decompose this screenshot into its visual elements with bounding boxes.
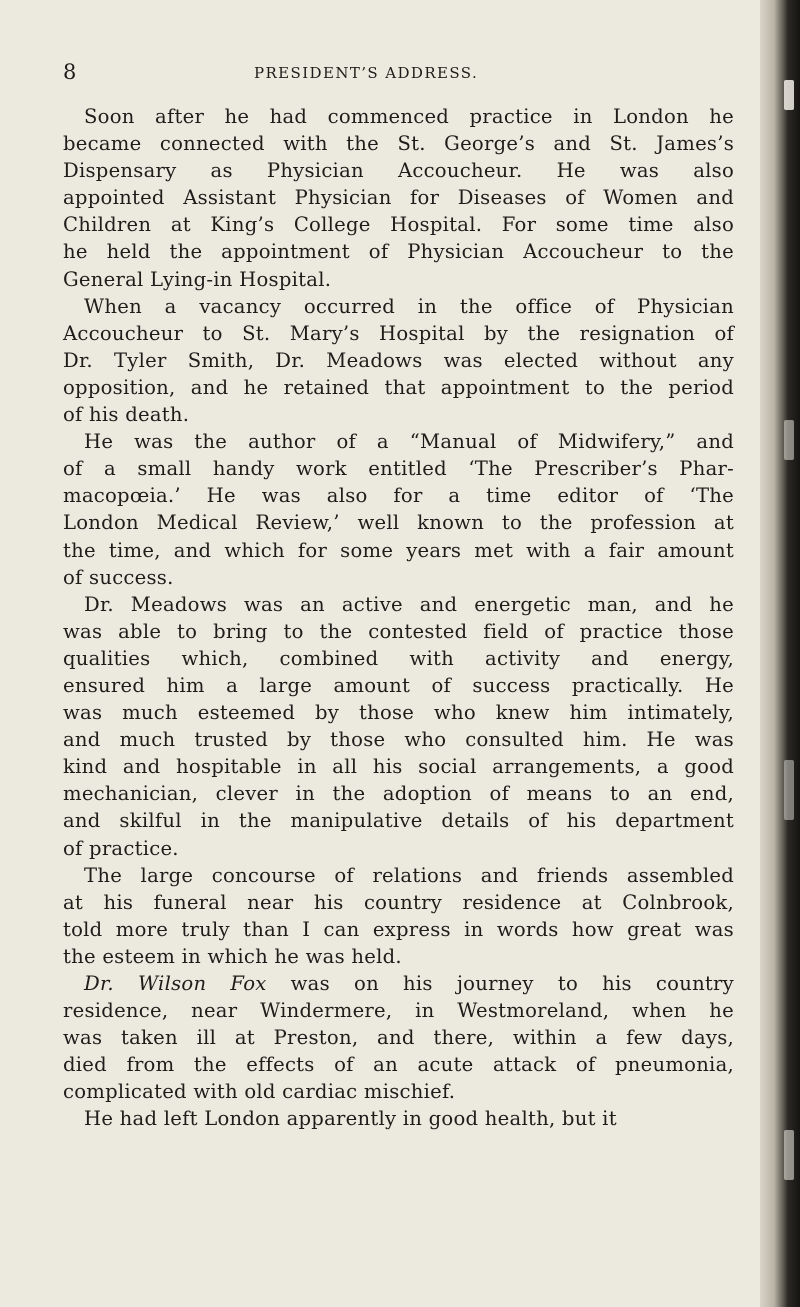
text-line: The large concourse of relations and friends assembled — [84, 863, 734, 887]
running-head: PRESIDENT’S ADDRESS. — [254, 64, 479, 82]
binding-highlight — [784, 80, 794, 110]
text-line: the time, and which for some years met with a fair amount — [63, 538, 734, 562]
text-line: was taken ill at Preston, and there, within a few days, — [63, 1026, 734, 1050]
page-number: 8 — [63, 60, 77, 84]
text-line: and skilful in the manipulative details of his department — [63, 809, 734, 833]
text-line: qualities which, combined with activity and energy, — [63, 646, 734, 670]
text-line: told more truly than I can express in words how great was — [63, 917, 734, 941]
text-line: Dr. Tyler Smith, Dr. Meadows was elected without any — [63, 348, 734, 372]
italic-person-name: Dr. Wilson Fox — [84, 972, 267, 995]
text-line: of his death. — [63, 403, 190, 427]
text-line: of a small handy work entitled ‘The Prescriber’s Phar- — [63, 457, 734, 481]
binding-highlight — [784, 1130, 794, 1180]
text-line: London Medical Review,’ well known to the profession at — [63, 511, 734, 535]
book-binding-edge — [760, 0, 800, 1307]
binding-highlight — [784, 760, 794, 820]
text-line: and much trusted by those who consulted him. He was — [63, 728, 734, 752]
text-line: General Lying-in Hospital. — [63, 267, 332, 291]
text-line: the esteem in which he was held. — [63, 944, 402, 968]
text-line: Accoucheur to St. Mary’s Hospital by the resignation of — [63, 321, 734, 345]
text-line: died from the effects of an acute attack of pneumonia, — [63, 1053, 734, 1077]
text-line: He had left London apparently in good health, but it — [84, 1107, 617, 1131]
text-line: He was the author of a “Manual of Midwifery,” and — [84, 430, 734, 454]
text-line: macopœia.’ He was also for a time editor of ‘The — [63, 484, 734, 508]
binding-highlight — [784, 420, 794, 460]
text-line: he held the appointment of Physician Accoucheur to the — [63, 240, 734, 264]
text-line: Dr. Meadows was an active and energetic man, and he — [84, 592, 734, 616]
text-line: was able to bring to the contested field of practice those — [63, 619, 734, 643]
text-line: at his funeral near his country residence at Colnbrook, — [63, 890, 734, 914]
text-line: of practice. — [63, 836, 179, 860]
text-line: of success. — [63, 565, 174, 589]
text-line: When a vacancy occurred in the office of Physician — [84, 294, 734, 318]
text-line: Dispensary as Physician Accoucheur. He was also — [63, 159, 734, 183]
text-line: Children at King’s College Hospital. For some time also — [63, 213, 734, 237]
body-text — [63, 103, 734, 1133]
text-line: mechanician, clever in the adoption of means to an end, — [63, 782, 734, 806]
text-line: Soon after he had commenced practice in London he — [84, 105, 734, 128]
text-line: became connected with the St. George’s and St. James’s — [63, 132, 734, 156]
text-line: residence, near Windermere, in Westmoreland, when he — [63, 999, 734, 1023]
text-line: complicated with old cardiac mischief. — [63, 1080, 456, 1104]
text-line: was much esteemed by those who knew him intimately, — [63, 701, 734, 725]
text-line-with-name — [63, 970, 734, 997]
text-line-rest: was on his journey to his country — [290, 972, 734, 995]
text-line: appointed Assistant Physician for Diseases of Women and — [63, 186, 734, 210]
text-line: ensured him a large amount of success practically. He — [63, 673, 734, 697]
text-line: kind and hospitable in all his social arrangements, a good — [63, 755, 734, 779]
page-header — [0, 58, 760, 88]
text-line: opposition, and he retained that appointment to the period — [63, 375, 734, 399]
